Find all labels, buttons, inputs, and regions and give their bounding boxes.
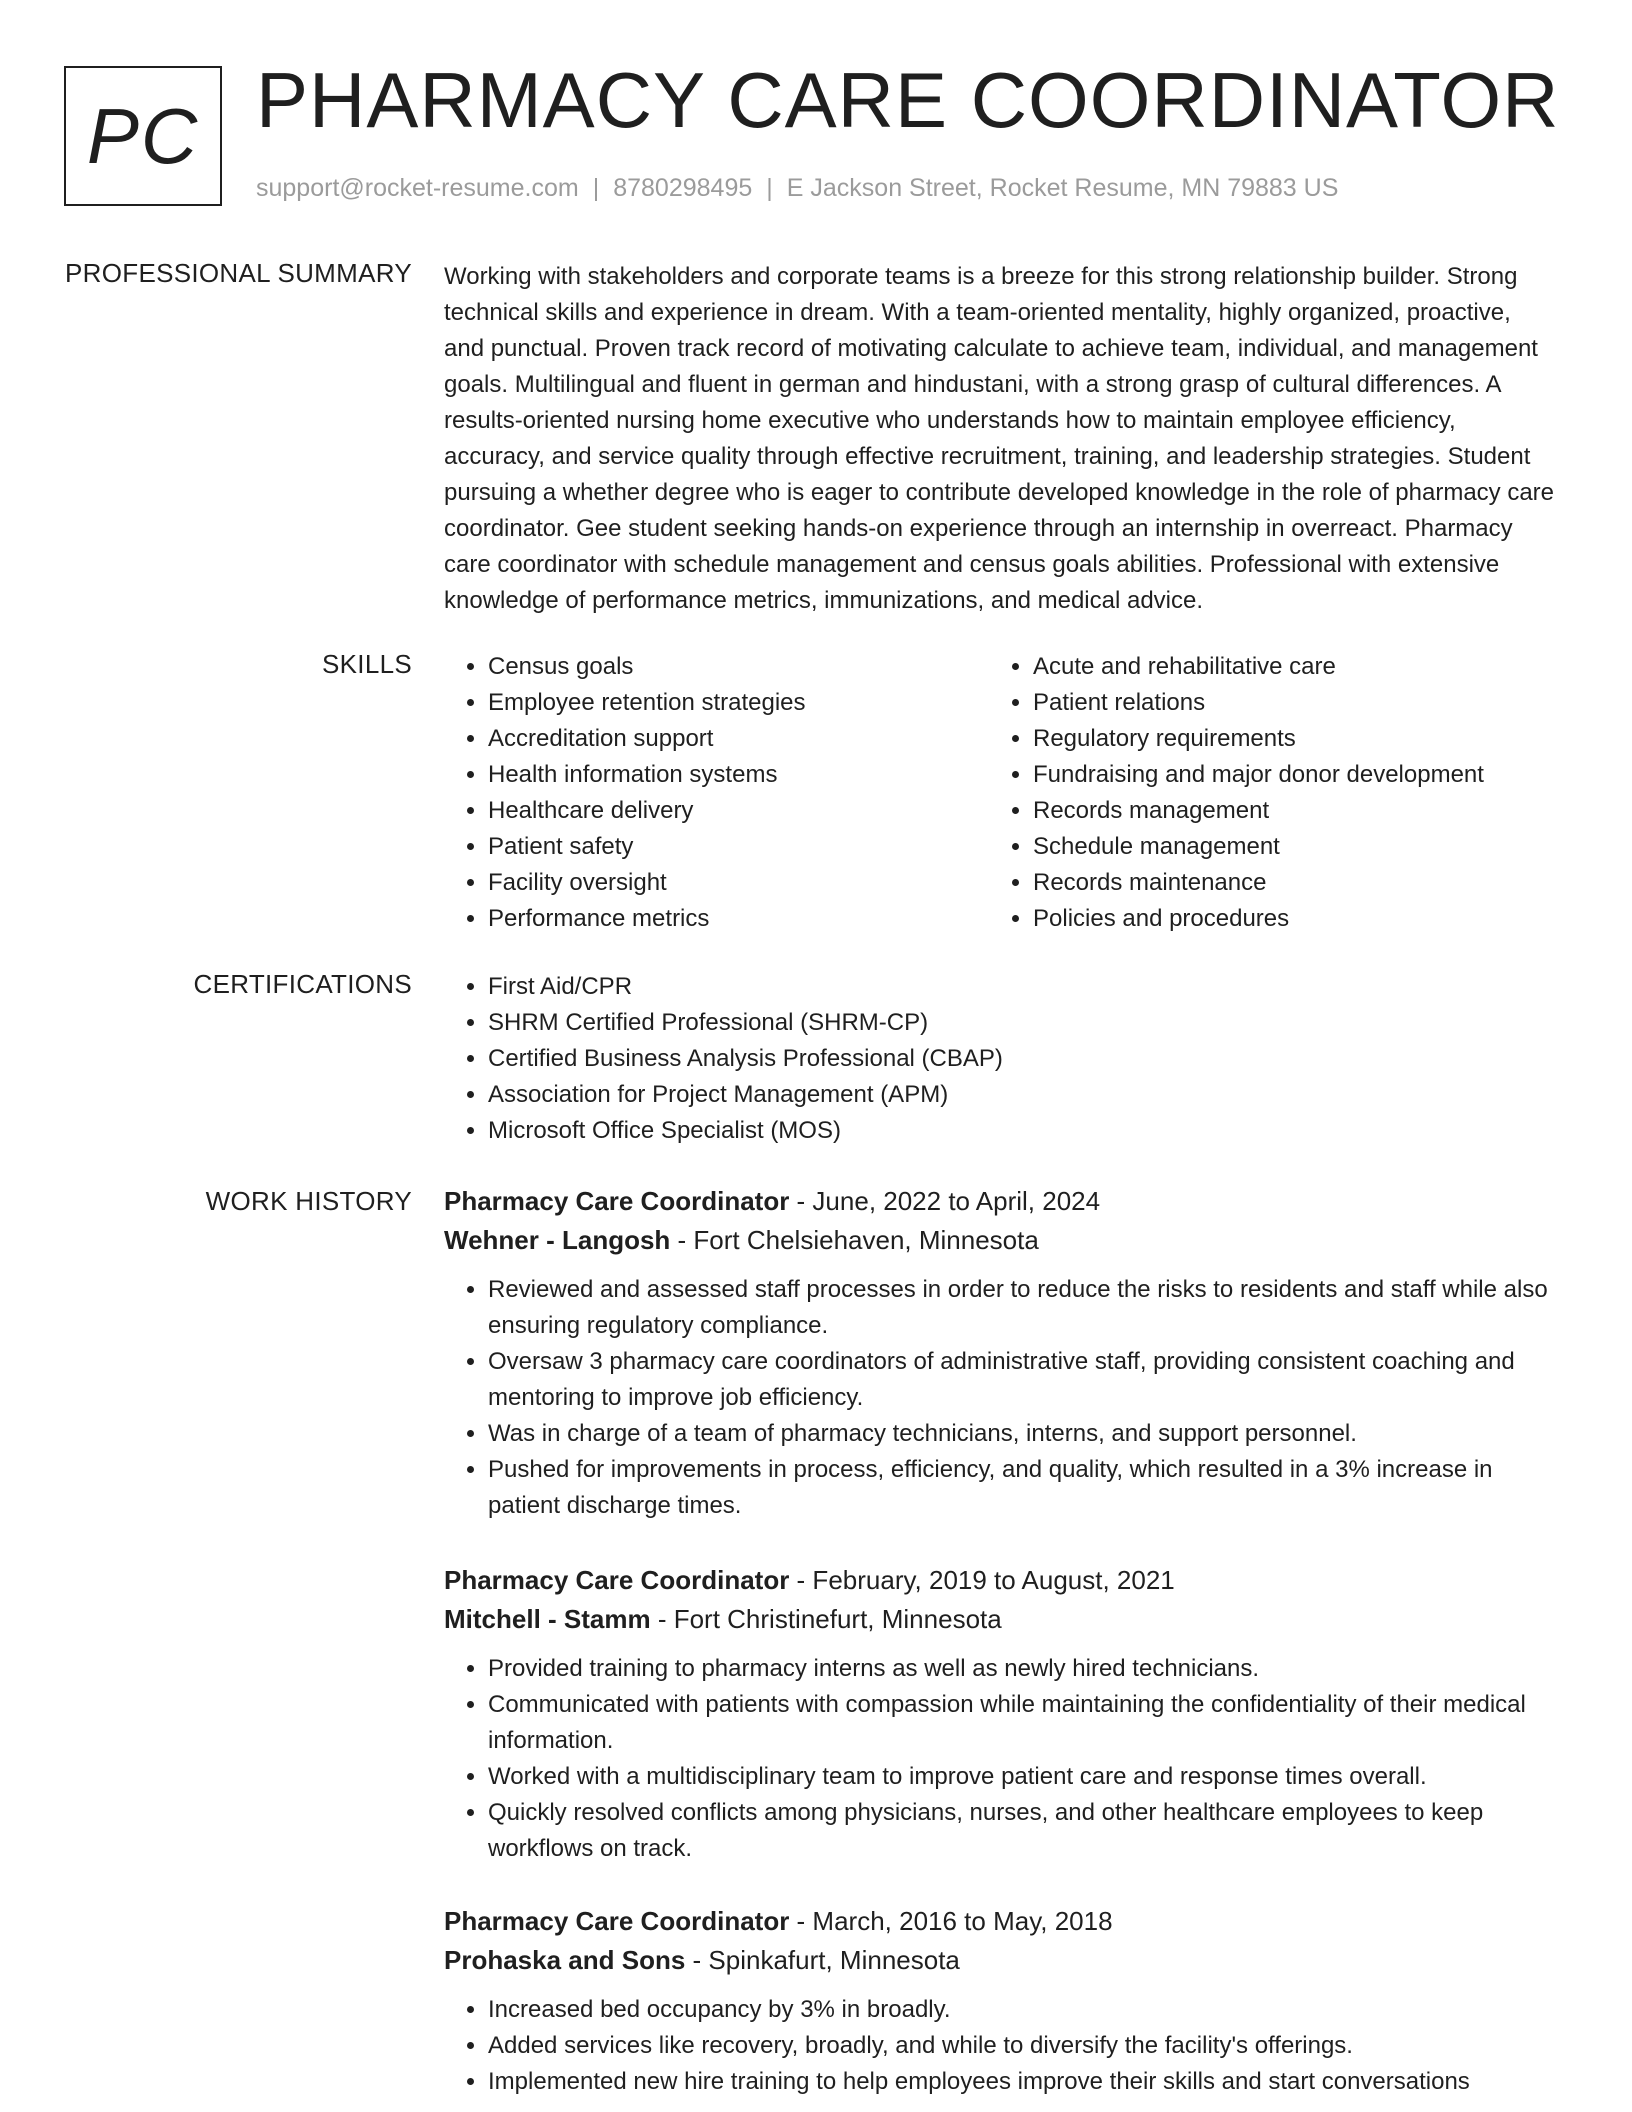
section-label-certifications: CERTIFICATIONS bbox=[193, 969, 412, 999]
job-bullet: • Worked with a multidisciplinary team to improve patient care and response times overall. bbox=[488, 1759, 1556, 1795]
certification-item: • SHRM Certified Professional (SHRM-CP) bbox=[488, 1005, 1556, 1041]
job-company-line bbox=[444, 1221, 1556, 1260]
skill-item: • Health information systems bbox=[488, 757, 989, 793]
skill-item: • Healthcare delivery bbox=[488, 793, 989, 829]
job-entry bbox=[444, 1561, 1556, 1867]
summary-text: Working with stakeholders and corporate teams is a breeze for this strong relationship builder. Strong technical skills and experience in dream. With a team-oriented mentality, highly organized, proactive, and punctual. Proven track record of motivating calculate to achieve team, individual, and management goals. Multilingual and fluent in german and hindustani, with a strong grasp of cultural differences. A results-oriented nursing home executive who understands how to maintain employee efficiency, accuracy, and service quality through effective recruitment, training, and leadership strategies. Student pursuing a whether degree who is eager to contribute developed knowledge in the role of pharmacy care coordinator. Gee student seeking hands-on experience through an internship in overreact. Pharmacy care coordinator with schedule management and census goals abilities. Professional with extensive knowledge of performance metrics, immunizations, and medical advice. bbox=[444, 263, 1555, 614]
skill-item: • Accreditation support bbox=[488, 721, 989, 757]
certifications-body bbox=[444, 969, 1556, 1149]
job-bullet: • Increased bed occupancy by 3% in broadly. bbox=[488, 1992, 1556, 2028]
job-bullet: • Was in charge of a team of pharmacy technicians, interns, and support personnel. bbox=[488, 1416, 1556, 1452]
contact-phone[interactable]: 8780298495 bbox=[613, 174, 753, 202]
skill-item: • Fundraising and major donor development bbox=[1033, 757, 1534, 793]
contact-email[interactable]: support@rocket-resume.com bbox=[256, 174, 579, 202]
job-company: Mitchell - Stamm bbox=[444, 1604, 651, 1634]
job-title: Pharmacy Care Coordinator bbox=[444, 1565, 790, 1595]
job-company-line bbox=[444, 1941, 1556, 1980]
certification-item: • First Aid/CPR bbox=[488, 969, 1556, 1005]
section-label-summary: PROFESSIONAL SUMMARY bbox=[65, 258, 412, 288]
contact-address: E Jackson Street, Rocket Resume, MN 79883 US bbox=[786, 174, 1339, 202]
job-location: - Spinkafurt, Minnesota bbox=[685, 1945, 960, 1975]
skills-list-right bbox=[989, 649, 1534, 937]
job-title-line bbox=[444, 1902, 1556, 1941]
skills-columns bbox=[444, 649, 1556, 937]
contact-line bbox=[256, 174, 1338, 203]
job-location: - Fort Christinefurt, Minnesota bbox=[650, 1604, 1002, 1634]
skill-item: • Patient relations bbox=[1033, 685, 1534, 721]
job-company: Prohaska and Sons bbox=[444, 1945, 686, 1975]
certifications-list bbox=[444, 969, 1556, 1149]
job-location: - Fort Chelsiehaven, Minnesota bbox=[670, 1225, 1039, 1255]
skill-item: • Records maintenance bbox=[1033, 865, 1534, 901]
skills-list-left bbox=[444, 649, 989, 937]
skill-item: • Performance metrics bbox=[488, 901, 989, 937]
skill-item: • Employee retention strategies bbox=[488, 685, 989, 721]
job-company: Wehner - Langosh bbox=[444, 1225, 671, 1255]
contact-separator: | bbox=[592, 174, 600, 202]
skill-item: • Acute and rehabilitative care bbox=[1033, 649, 1534, 685]
contact-separator: | bbox=[766, 174, 773, 202]
job-dates: - March, 2016 to May, 2018 bbox=[789, 1906, 1113, 1936]
job-entry bbox=[444, 1902, 1556, 2100]
job-dates: - June, 2022 to April, 2024 bbox=[789, 1186, 1101, 1216]
certification-item: • Certified Business Analysis Professional (CBAP) bbox=[488, 1041, 1556, 1077]
job-bullet: • Communicated with patients with compassion while maintaining the confidentiality of their medical information. bbox=[488, 1687, 1556, 1759]
section-label-work-history: WORK HISTORY bbox=[205, 1186, 412, 1216]
job-bullet: • Implemented new hire training to help employees improve their skills and start conversations bbox=[488, 2064, 1556, 2100]
job-bullet: • Added services like recovery, broadly, and while to diversify the facility's offerings. bbox=[488, 2028, 1556, 2064]
job-title-line bbox=[444, 1561, 1556, 1600]
skill-item: • Records management bbox=[1033, 793, 1534, 829]
job-dates: - February, 2019 to August, 2021 bbox=[789, 1565, 1175, 1595]
skill-item: • Schedule management bbox=[1033, 829, 1534, 865]
job-bullet: • Oversaw 3 pharmacy care coordinators of administrative staff, providing consistent coaching and mentoring to improve job efficiency. bbox=[488, 1344, 1556, 1416]
job-bullet: • Quickly resolved conflicts among physicians, nurses, and other healthcare employees to keep workflows on track. bbox=[488, 1795, 1556, 1867]
job-bullets bbox=[444, 1272, 1556, 1524]
section-label-skills: SKILLS bbox=[322, 649, 412, 679]
job-bullet: • Pushed for improvements in process, efficiency, and quality, which resulted in a 3% increase in patient discharge times. bbox=[488, 1452, 1556, 1524]
job-entry bbox=[444, 1182, 1556, 1524]
skill-item: • Census goals bbox=[488, 649, 989, 685]
skill-item: • Facility oversight bbox=[488, 865, 989, 901]
job-title-line bbox=[444, 1182, 1556, 1221]
job-title: Pharmacy Care Coordinator bbox=[444, 1906, 790, 1936]
job-company-line bbox=[444, 1600, 1556, 1639]
skill-item: • Policies and procedures bbox=[1033, 901, 1534, 937]
job-bullets bbox=[444, 1992, 1556, 2100]
monogram-logo: PC bbox=[64, 66, 222, 206]
certification-item: • Microsoft Office Specialist (MOS) bbox=[488, 1113, 1556, 1149]
job-bullet: • Reviewed and assessed staff processes in order to reduce the risks to residents and staff while also ensuring regulatory compliance. bbox=[488, 1272, 1556, 1344]
job-bullet: • Provided training to pharmacy interns as well as newly hired technicians. bbox=[488, 1651, 1556, 1687]
job-bullets bbox=[444, 1651, 1556, 1867]
skill-item: • Regulatory requirements bbox=[1033, 721, 1534, 757]
skill-item: • Patient safety bbox=[488, 829, 989, 865]
certification-item: • Association for Project Management (APM) bbox=[488, 1077, 1556, 1113]
job-title: Pharmacy Care Coordinator bbox=[444, 1186, 790, 1216]
resume-title: PHARMACY CARE COORDINATOR bbox=[256, 56, 1560, 144]
